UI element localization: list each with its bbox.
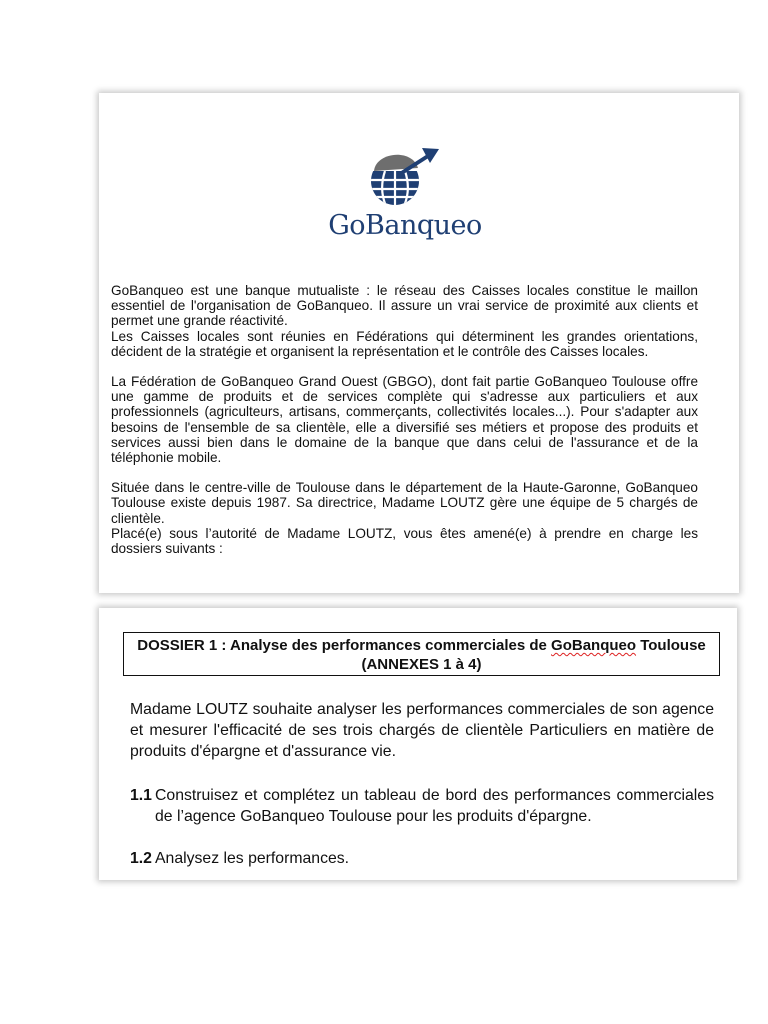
dossier-subtitle: (ANNEXES 1 à 4) <box>361 656 482 673</box>
paragraph: Située dans le centre-ville de Toulouse dans le département de la Haute-Garonne, GoBanqueo Toulouse existe depuis 1987. Sa directrice, Madame LOUTZ gère une équipe de 5 chargés de clientèle. <box>111 480 698 526</box>
dossier-intro <box>130 699 714 762</box>
question-1-1 <box>130 785 714 827</box>
paragraph: GoBanqueo est une banque mutualiste : le réseau des Caisses locales constitue le maillon essentiel de l'organisation de GoBanqueo. Il assure un vrai service de proximité aux clients et permet une grande réactivité. <box>111 283 698 329</box>
paragraph: Madame LOUTZ souhaite analyser les performances commerciales de son agence et mesurer l'efficacité de ses trois chargés de clientèle Particuliers en matière de produits d'épargne et d'assurance vie. <box>130 701 714 760</box>
dossier-title: DOSSIER 1 : Analyse des performances commerciales de GoBanqueo Toulouse <box>137 637 706 654</box>
spellcheck-word: GoBanqueo <box>551 637 637 654</box>
paragraph: La Fédération de GoBanqueo Grand Ouest (GBGO), dont fait partie GoBanqueo Toulouse offre une gamme de produits et de services complète qui s'adresse aux particuliers et aux professionnels (agriculteurs, artisans, commerçants, collectivités locales...). Pour s'adapter aux besoins de l'ensemble de sa clientèle, elle a diversifié ses métiers et propose des produits et services aussi bien dans le domaine de la banque que dans celui de l'assurance et de la téléphonie mobile. <box>111 374 698 466</box>
paragraph: Placé(e) sous l’autorité de Madame LOUTZ, vous êtes amené(e) à prendre en charge les dossiers suivants : <box>111 525 698 557</box>
introduction-text <box>111 283 698 556</box>
gobanqueo-logo <box>305 138 505 248</box>
paragraph: Les Caisses locales sont réunies en Fédérations qui déterminent les grandes orientations, décident de la stratégie et organisent la représentation et le contrôle des Caisses locales. <box>111 328 698 359</box>
logo-wordmark: GoBanqueo <box>328 210 482 241</box>
question-1-2 <box>130 848 714 869</box>
question-number: 1.2 <box>130 850 152 867</box>
globe-arrow-icon <box>360 138 450 208</box>
question-number: 1.1 <box>130 787 152 804</box>
question-text: Analysez les performances. <box>155 850 350 867</box>
question-text: Construisez et complétez un tableau de bord des performances commerciales de l’agence GoBanqueo Toulouse pour les produits d'épargne. <box>155 787 714 825</box>
dossier-title-box <box>123 632 720 676</box>
